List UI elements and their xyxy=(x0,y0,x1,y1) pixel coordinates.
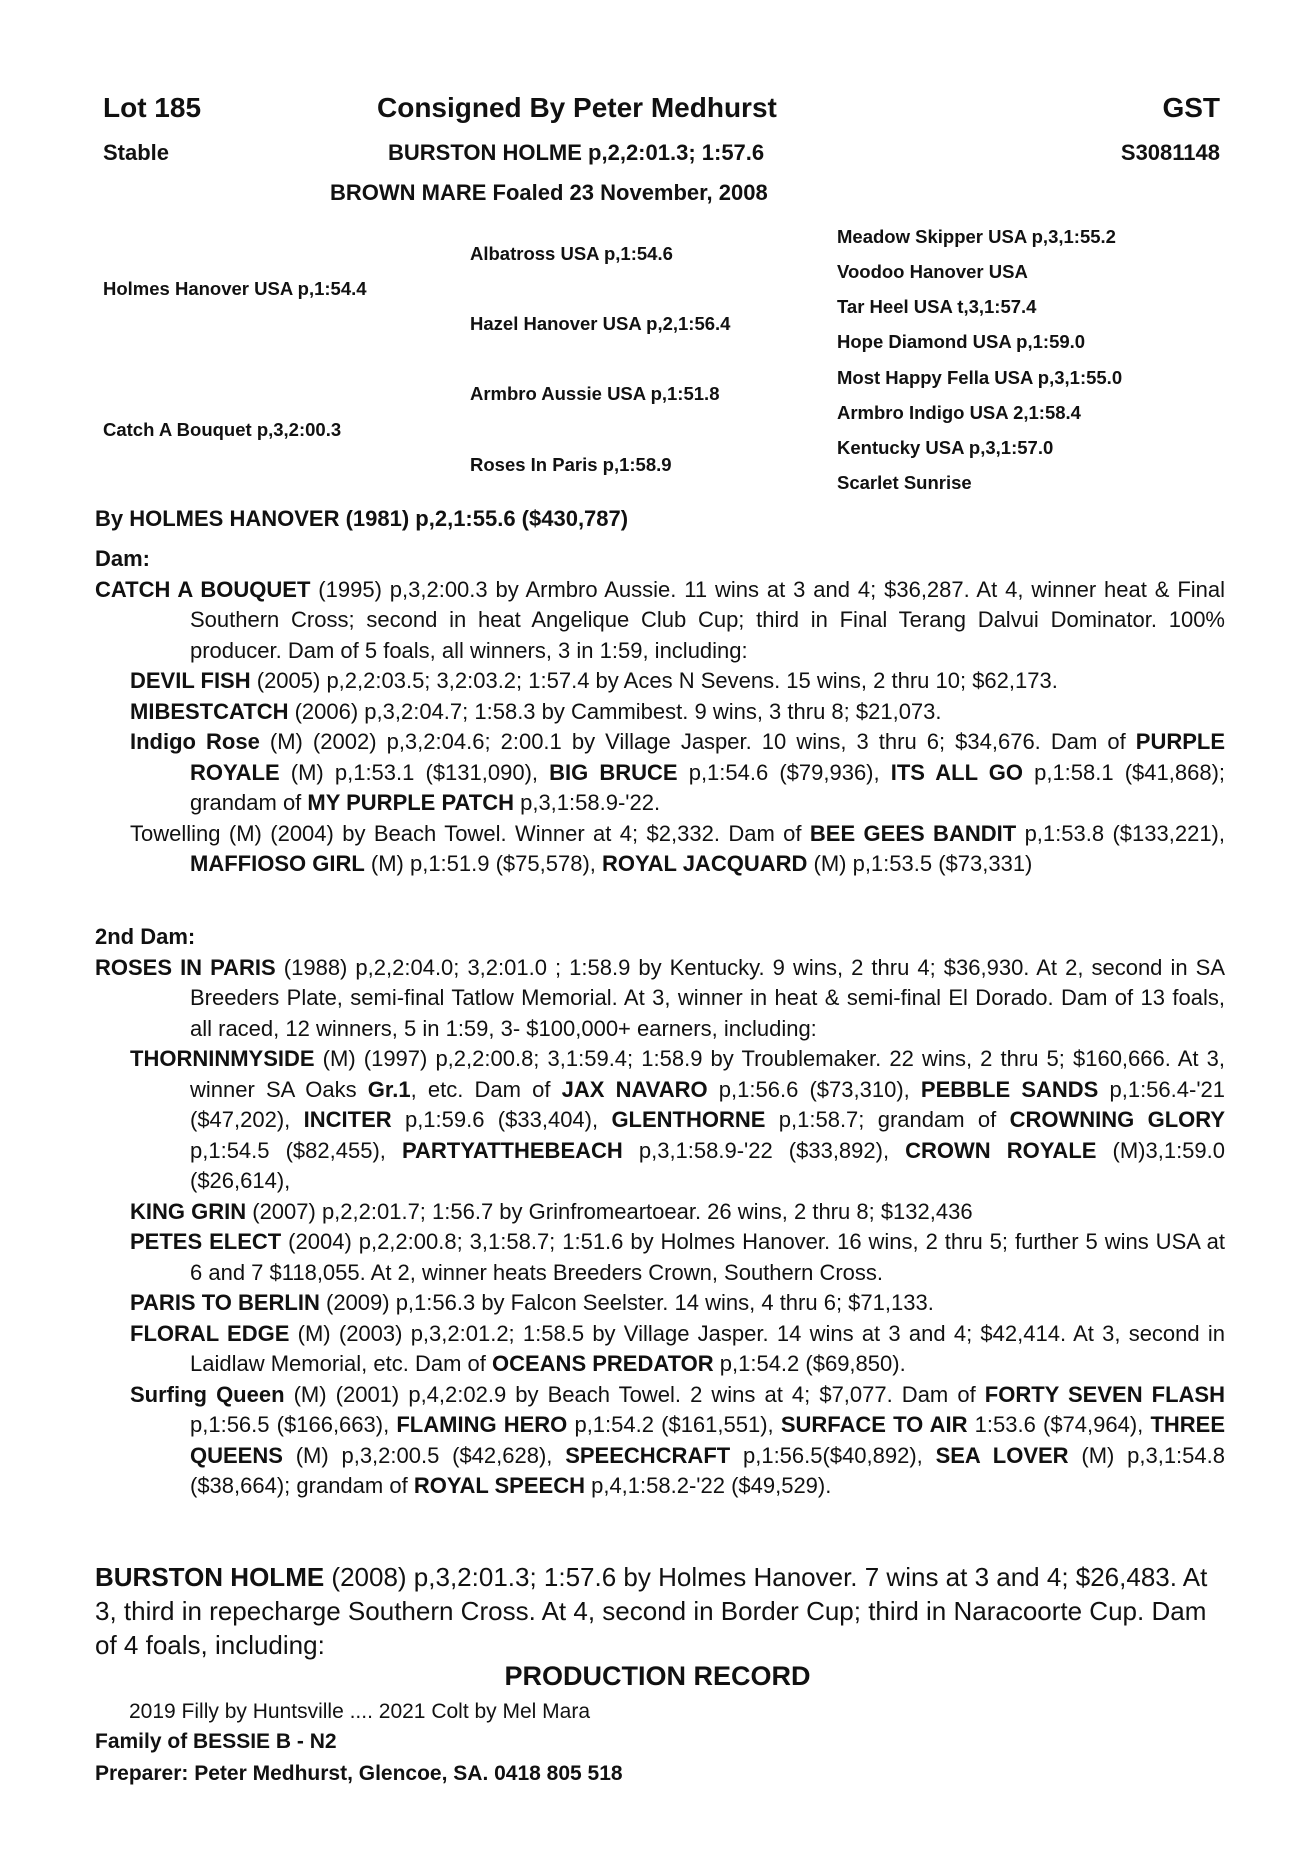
pedigree-gen3: Hope Diamond USA p,1:59.0 xyxy=(837,331,1086,352)
bold-name: DEVIL FISH xyxy=(130,668,251,693)
bold-name: INCITER xyxy=(303,1107,392,1132)
dam-section xyxy=(95,544,1225,880)
entry-text: p,1:54.2 ($69,850). xyxy=(713,1351,906,1376)
progeny-entry xyxy=(130,1197,1225,1228)
bold-name: MAFFIOSO GIRL xyxy=(190,851,365,876)
entry-text: (2007) p,2,2:01.7; 1:56.7 by Grinfromeartoear. 26 wins, 2 thru 8; $132,436 xyxy=(246,1198,973,1224)
bold-name: FLORAL EDGE xyxy=(130,1320,290,1346)
production-record: 2019 Filly by Huntsville .... 2021 Colt by Mel Mara xyxy=(129,1700,591,1723)
second-dam-entry xyxy=(95,953,1225,1045)
entry-text: (1995) p,3,2:00.3 by Armbro Aussie. 11 wins at 3 and 4; $36,287. At 4, winner heat & Final Southern Cross; second in heat Angelique Club Cup; third in Final Terang Dalvui Dominator. 100% producer. Dam of 5 foals, all winners, 3 in 1:59, including: xyxy=(190,576,1226,663)
foaled-line: BROWN MARE Foaled 23 November, 2008 xyxy=(330,180,768,205)
second-dam-progeny-list xyxy=(95,1044,1225,1502)
entry-text: p,1:53.8 ($133,221), xyxy=(1016,820,1225,846)
bold-name: GLENTHORNE xyxy=(611,1107,766,1132)
bold-name: CROWNING GLORY xyxy=(1009,1107,1225,1132)
entry-text: (M) (2002) p,3,2:04.6; 2:00.1 by Village Jasper. 10 wins, 3 thru 6; $34,676. Dam of xyxy=(259,729,1136,754)
bold-name: THORNINMYSIDE xyxy=(130,1046,315,1071)
entry-text: (M) p,1:53.1 ($131,090), xyxy=(279,759,550,785)
entry-text: p,1:54.2 ($161,551), xyxy=(567,1412,781,1437)
bold-name: MIBESTCATCH xyxy=(130,698,289,724)
entry-text: (M) (2001) p,4,2:02.9 by Beach Towel. 2 wins at 4; $7,077. Dam of xyxy=(284,1381,985,1407)
entry-text: p,1:56.5($40,892), xyxy=(730,1442,936,1468)
pedigree-gen3: Scarlet Sunrise xyxy=(837,472,972,493)
dam-progeny-list xyxy=(95,666,1225,880)
entry-text: (1988) p,2,2:04.0; 3,2:01.0 ; 1:58.9 by Kentucky. 9 wins, 2 thru 4; $36,930. At 2, second in SA Breeders Plate, semi-final Tatlow Memorial. At 3, winner in heat & semi-final El Dorado. Dam of 13 foals, all raced, 12 winners, 5 in 1:59, 3- $100,000+ earners, including: xyxy=(190,954,1225,1041)
bold-name: PARTYATTHEBEACH xyxy=(401,1137,623,1163)
pedigree-gen3: Voodoo Hanover USA xyxy=(837,261,1028,282)
progeny-entry xyxy=(130,1380,1225,1502)
bold-name: BURSTON HOLME xyxy=(95,1562,325,1592)
progeny-entry xyxy=(130,727,1225,819)
entry-text: p,1:58.1 ($41,868); grandam of xyxy=(190,759,1226,815)
entry-text: (2009) p,1:56.3 by Falcon Seelster. 14 wins, 4 thru 6; $71,133. xyxy=(319,1290,934,1315)
horse-title: BURSTON HOLME p,2,2:01.3; 1:57.6 xyxy=(388,140,765,165)
dam-entry xyxy=(95,575,1225,667)
preparer-line: Preparer: Peter Medhurst, Glencoe, SA. 0418 805 518 xyxy=(95,1762,623,1785)
progeny-entry xyxy=(130,1288,1225,1319)
entry-text: (2006) p,3,2:04.7; 1:58.3 by Cammibest. 9 wins, 3 thru 8; $21,073. xyxy=(288,698,942,724)
bold-name: CROWN ROYALE xyxy=(905,1137,1097,1163)
pedigree-gen3: Armbro Indigo USA 2,1:58.4 xyxy=(837,402,1081,423)
bold-name: Gr.1 xyxy=(367,1076,411,1102)
production-record-title: PRODUCTION RECORD xyxy=(504,1661,811,1691)
bold-name: BEE GEES BANDIT xyxy=(809,820,1017,846)
entry-text: (M) p,1:51.9 ($75,578), xyxy=(364,851,602,876)
entry-text: (2005) p,2,2:03.5; 3,2:03.2; 1:57.4 by Aces N Sevens. 15 wins, 2 thru 10; $62,173. xyxy=(250,668,1058,693)
bold-name: PEBBLE SANDS xyxy=(920,1076,1099,1102)
entry-text: p,1:58.7; grandam of xyxy=(765,1107,1010,1132)
sire-line: By HOLMES HANOVER (1981) p,2,1:55.6 ($430,787) xyxy=(95,506,629,531)
pedigree-gen3: Kentucky USA p,3,1:57.0 xyxy=(837,437,1054,458)
entry-text: p,1:59.6 ($33,404), xyxy=(391,1107,612,1132)
progeny-entry xyxy=(130,1044,1225,1197)
entry-text: (M) p,3,2:00.5 ($42,628), xyxy=(282,1442,566,1468)
bold-name: ROSES IN PARIS xyxy=(95,954,276,980)
second-dam-section xyxy=(95,922,1225,1502)
progeny-entry xyxy=(130,1227,1225,1288)
bold-name: JAX NAVARO xyxy=(561,1076,708,1102)
dam-heading: Dam: xyxy=(95,546,151,571)
bold-name: BIG BRUCE xyxy=(549,759,678,785)
entry-text: (M) (2003) p,3,2:01.2; 1:58.5 by Village Jasper. 14 wins at 3 and 4; $42,414. At 3, second in Laidlaw Memorial, etc. Dam of xyxy=(190,1320,1225,1376)
bold-name: SURFACE TO AIR xyxy=(780,1412,968,1437)
pedigree-dam-sire: Armbro Aussie USA p,1:51.8 xyxy=(470,383,720,404)
progeny-entry xyxy=(130,697,1225,728)
entry-text: p,1:54.6 ($79,936), xyxy=(677,759,891,785)
registration-id: S3081148 xyxy=(1120,140,1220,165)
entry-text: p,1:56.6 ($73,310), xyxy=(707,1076,921,1102)
entry-text: , etc. Dam of xyxy=(410,1076,562,1102)
bold-name: Surfing Queen xyxy=(130,1381,285,1407)
bold-name: ROYAL SPEECH xyxy=(413,1473,585,1498)
entry-text: Towelling (M) (2004) by Beach Towel. Winner at 4; $2,332. Dam of xyxy=(130,820,810,846)
lot-number: Lot 185 xyxy=(103,92,202,123)
pedigree-gen3: Most Happy Fella USA p,3,1:55.0 xyxy=(837,367,1123,388)
entry-text: p,1:56.4-'21 ($47,202), xyxy=(190,1076,1225,1132)
second-dam-heading: 2nd Dam: xyxy=(95,924,196,949)
bold-name: PARIS TO BERLIN xyxy=(130,1290,320,1315)
pedigree-dam: Catch A Bouquet p,3,2:00.3 xyxy=(103,419,342,440)
entry-text: (M)3,1:59.0 ($26,614), xyxy=(190,1137,1226,1193)
bold-name: ITS ALL GO xyxy=(890,759,1023,785)
bold-name: PETES ELECT xyxy=(130,1229,282,1254)
entry-text: (M) p,1:53.5 ($73,331) xyxy=(807,851,1033,876)
entry-text: (2008) p,3,2:01.3; 1:57.6 by Holmes Hanover. 7 wins at 3 and 4; $26,483. At 3, third in repecharge Southern Cross. At 4, second in Border Cup; third in Naracoorte Cup. Dam of 4 foals, including: xyxy=(95,1562,1208,1660)
bold-name: PURPLE ROYALE xyxy=(190,729,1226,785)
bold-name: FLAMING HERO xyxy=(396,1412,568,1437)
bold-name: THREE QUEENS xyxy=(190,1412,1225,1468)
entry-text: p,3,1:58.9-'22 ($33,892), xyxy=(622,1137,906,1163)
bold-name: Indigo Rose xyxy=(130,729,260,754)
pedigree-gen3: Tar Heel USA t,3,1:57.4 xyxy=(837,296,1037,317)
pedigree-sire-dam: Hazel Hanover USA p,2,1:56.4 xyxy=(470,313,731,334)
entry-text: 1:53.6 ($74,964), xyxy=(967,1412,1151,1437)
pedigree-dam-dam: Roses In Paris p,1:58.9 xyxy=(470,454,672,475)
bold-name: OCEANS PREDATOR xyxy=(492,1351,714,1376)
family-line: Family of BESSIE B - N2 xyxy=(95,1730,337,1753)
bold-name: SEA LOVER xyxy=(935,1442,1069,1468)
stable-label: Stable xyxy=(103,140,170,165)
entry-text: (2004) p,2,2:00.8; 3,1:58.7; 1:51.6 by Holmes Hanover. 16 wins, 2 thru 5; further 5 wins USA at 6 and 7 $118,055. At 2, winner heats Breeders Crown, Southern Cross. xyxy=(190,1229,1226,1285)
entry-text: (M) (1997) p,2,2:00.8; 3,1:59.4; 1:58.9 by Troublemaker. 22 wins, 2 thru 5; $160,666. At 3, winner SA Oaks xyxy=(190,1046,1225,1102)
entry-text: p,1:54.5 ($82,455), xyxy=(190,1137,402,1163)
entry-text: p,4,1:58.2-'22 ($49,529). xyxy=(584,1473,832,1498)
pedigree-gen3: Meadow Skipper USA p,3,1:55.2 xyxy=(837,226,1116,247)
bold-name: ROYAL JACQUARD xyxy=(602,851,808,876)
entry-text: p,3,1:58.9-'22. xyxy=(513,790,661,815)
bold-name: CATCH A BOUQUET xyxy=(95,576,311,602)
lot-summary xyxy=(95,1560,1225,1662)
progeny-entry xyxy=(130,666,1225,697)
bold-name: FORTY SEVEN FLASH xyxy=(984,1381,1225,1407)
lot-code: GST xyxy=(1162,92,1220,123)
entry-text: p,1:56.5 ($166,663), xyxy=(190,1412,397,1437)
bold-name: MY PURPLE PATCH xyxy=(307,790,514,815)
bold-name: SPEECHCRAFT xyxy=(565,1442,731,1468)
pedigree-sire: Holmes Hanover USA p,1:54.4 xyxy=(103,278,367,299)
bold-name: KING GRIN xyxy=(130,1198,247,1224)
pedigree-sire-sire: Albatross USA p,1:54.6 xyxy=(470,243,673,264)
entry-text: (M) p,3,1:54.8 ($38,664); grandam of xyxy=(190,1442,1225,1498)
progeny-entry xyxy=(130,819,1225,880)
progeny-entry xyxy=(130,1319,1225,1380)
consignor: Consigned By Peter Medhurst xyxy=(377,92,777,123)
